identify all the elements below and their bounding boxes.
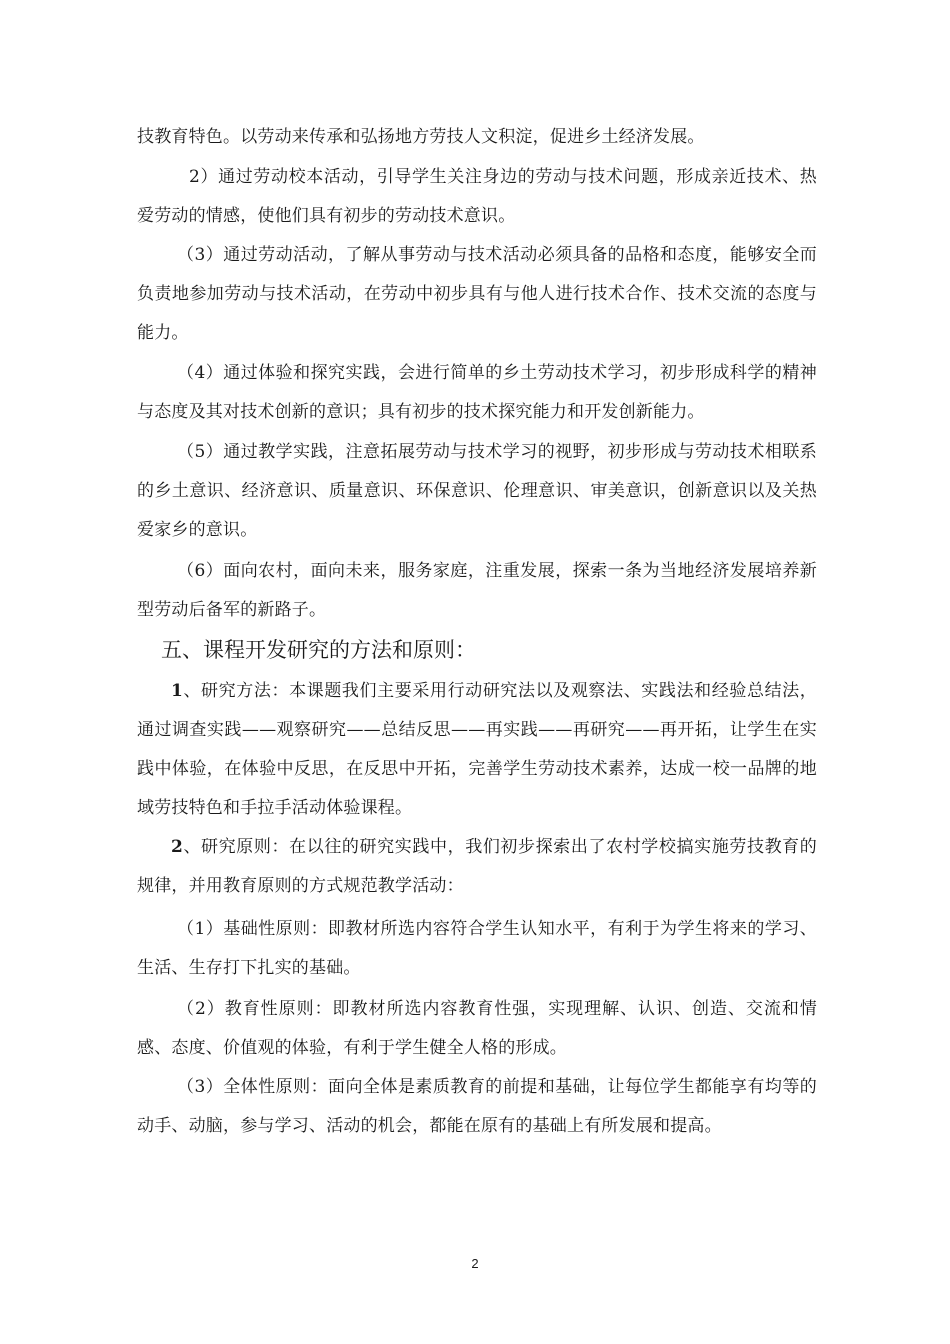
paragraph-goal-6: （6）面向农村，面向未来，服务家庭，注重发展，探索一条为当地经济发展培养新型劳动后备军的新路子。 (137, 561, 817, 620)
method-number: 1 (171, 681, 184, 701)
paragraph-goal-4: （4）通过体验和探究实践，会进行简单的乡土劳动技术学习，初步形成科学的精神与态度及其对技术创新的意识；具有初步的技术探究能力和开发创新能力。 (137, 363, 817, 422)
paragraph-principle-1: （1）基础性原则：即教材所选内容符合学生认知水平，有利于为学生将来的学习、生活、生存打下扎实的基础。 (137, 919, 817, 978)
paragraph-principle-3: （3）全体性原则：面向全体是素质教育的前提和基础，让每位学生都能享有均等的动手、动脑，参与学习、活动的机会，都能在原有的基础上有所发展和提高。 (137, 1077, 817, 1136)
paragraph-research-method (137, 672, 817, 828)
paragraph-goal-5: （5）通过教学实践，注意拓展劳动与技术学习的视野，初步形成与劳动技术相联系的乡土意识、经济意识、质量意识、环保意识、伦理意识、审美意识，创新意识以及关热爱家乡的意识。 (137, 442, 817, 540)
text-column (137, 118, 817, 1218)
method-text: 、研究方法：本课题我们主要采用行动研究法以及观察法、实践法和经验总结法，通过调查实践——观察研究——总结反思——再实践——再研究——再开拓，让学生在实践中体验，在体验中反思，在反思中开拓，完善学生劳动技术素养，达成一校一品牌的地域劳技特色和手拉手活动体验课程。 (137, 681, 817, 818)
page-number: 2 (471, 1256, 479, 1271)
principle-number: 2 (171, 837, 184, 857)
paragraph-goal-3: （3）通过劳动活动，了解从事劳动与技术活动必须具备的品格和态度，能够安全而负责地参加劳动与技术活动，在劳动中初步具有与他人进行技术合作、技术交流的态度与能力。 (137, 245, 817, 343)
principle-intro-text: 、研究原则：在以往的研究实践中，我们初步探索出了农村学校搞实施劳技教育的规律，并用教育原则的方式规范教学活动： (137, 837, 817, 896)
paragraph-goal-2: 2）通过劳动校本活动，引导学生关注身边的劳动与技术问题，形成亲近技术、热爱劳动的情感，使他们具有初步的劳动技术意识。 (137, 167, 817, 226)
section-heading: 五、课程开发研究的方法和原则： (161, 638, 476, 662)
paragraph-continuation: 技教育特色。以劳动来传承和弘扬地方劳技人文积淀，促进乡土经济发展。 (137, 127, 705, 147)
paragraph-principle-2: （2）教育性原则：即教材所选内容教育性强，实现理解、认识、创造、交流和情感、态度、价值观的体验，有利于学生健全人格的形成。 (137, 999, 817, 1058)
paragraph-research-principle (137, 828, 817, 906)
